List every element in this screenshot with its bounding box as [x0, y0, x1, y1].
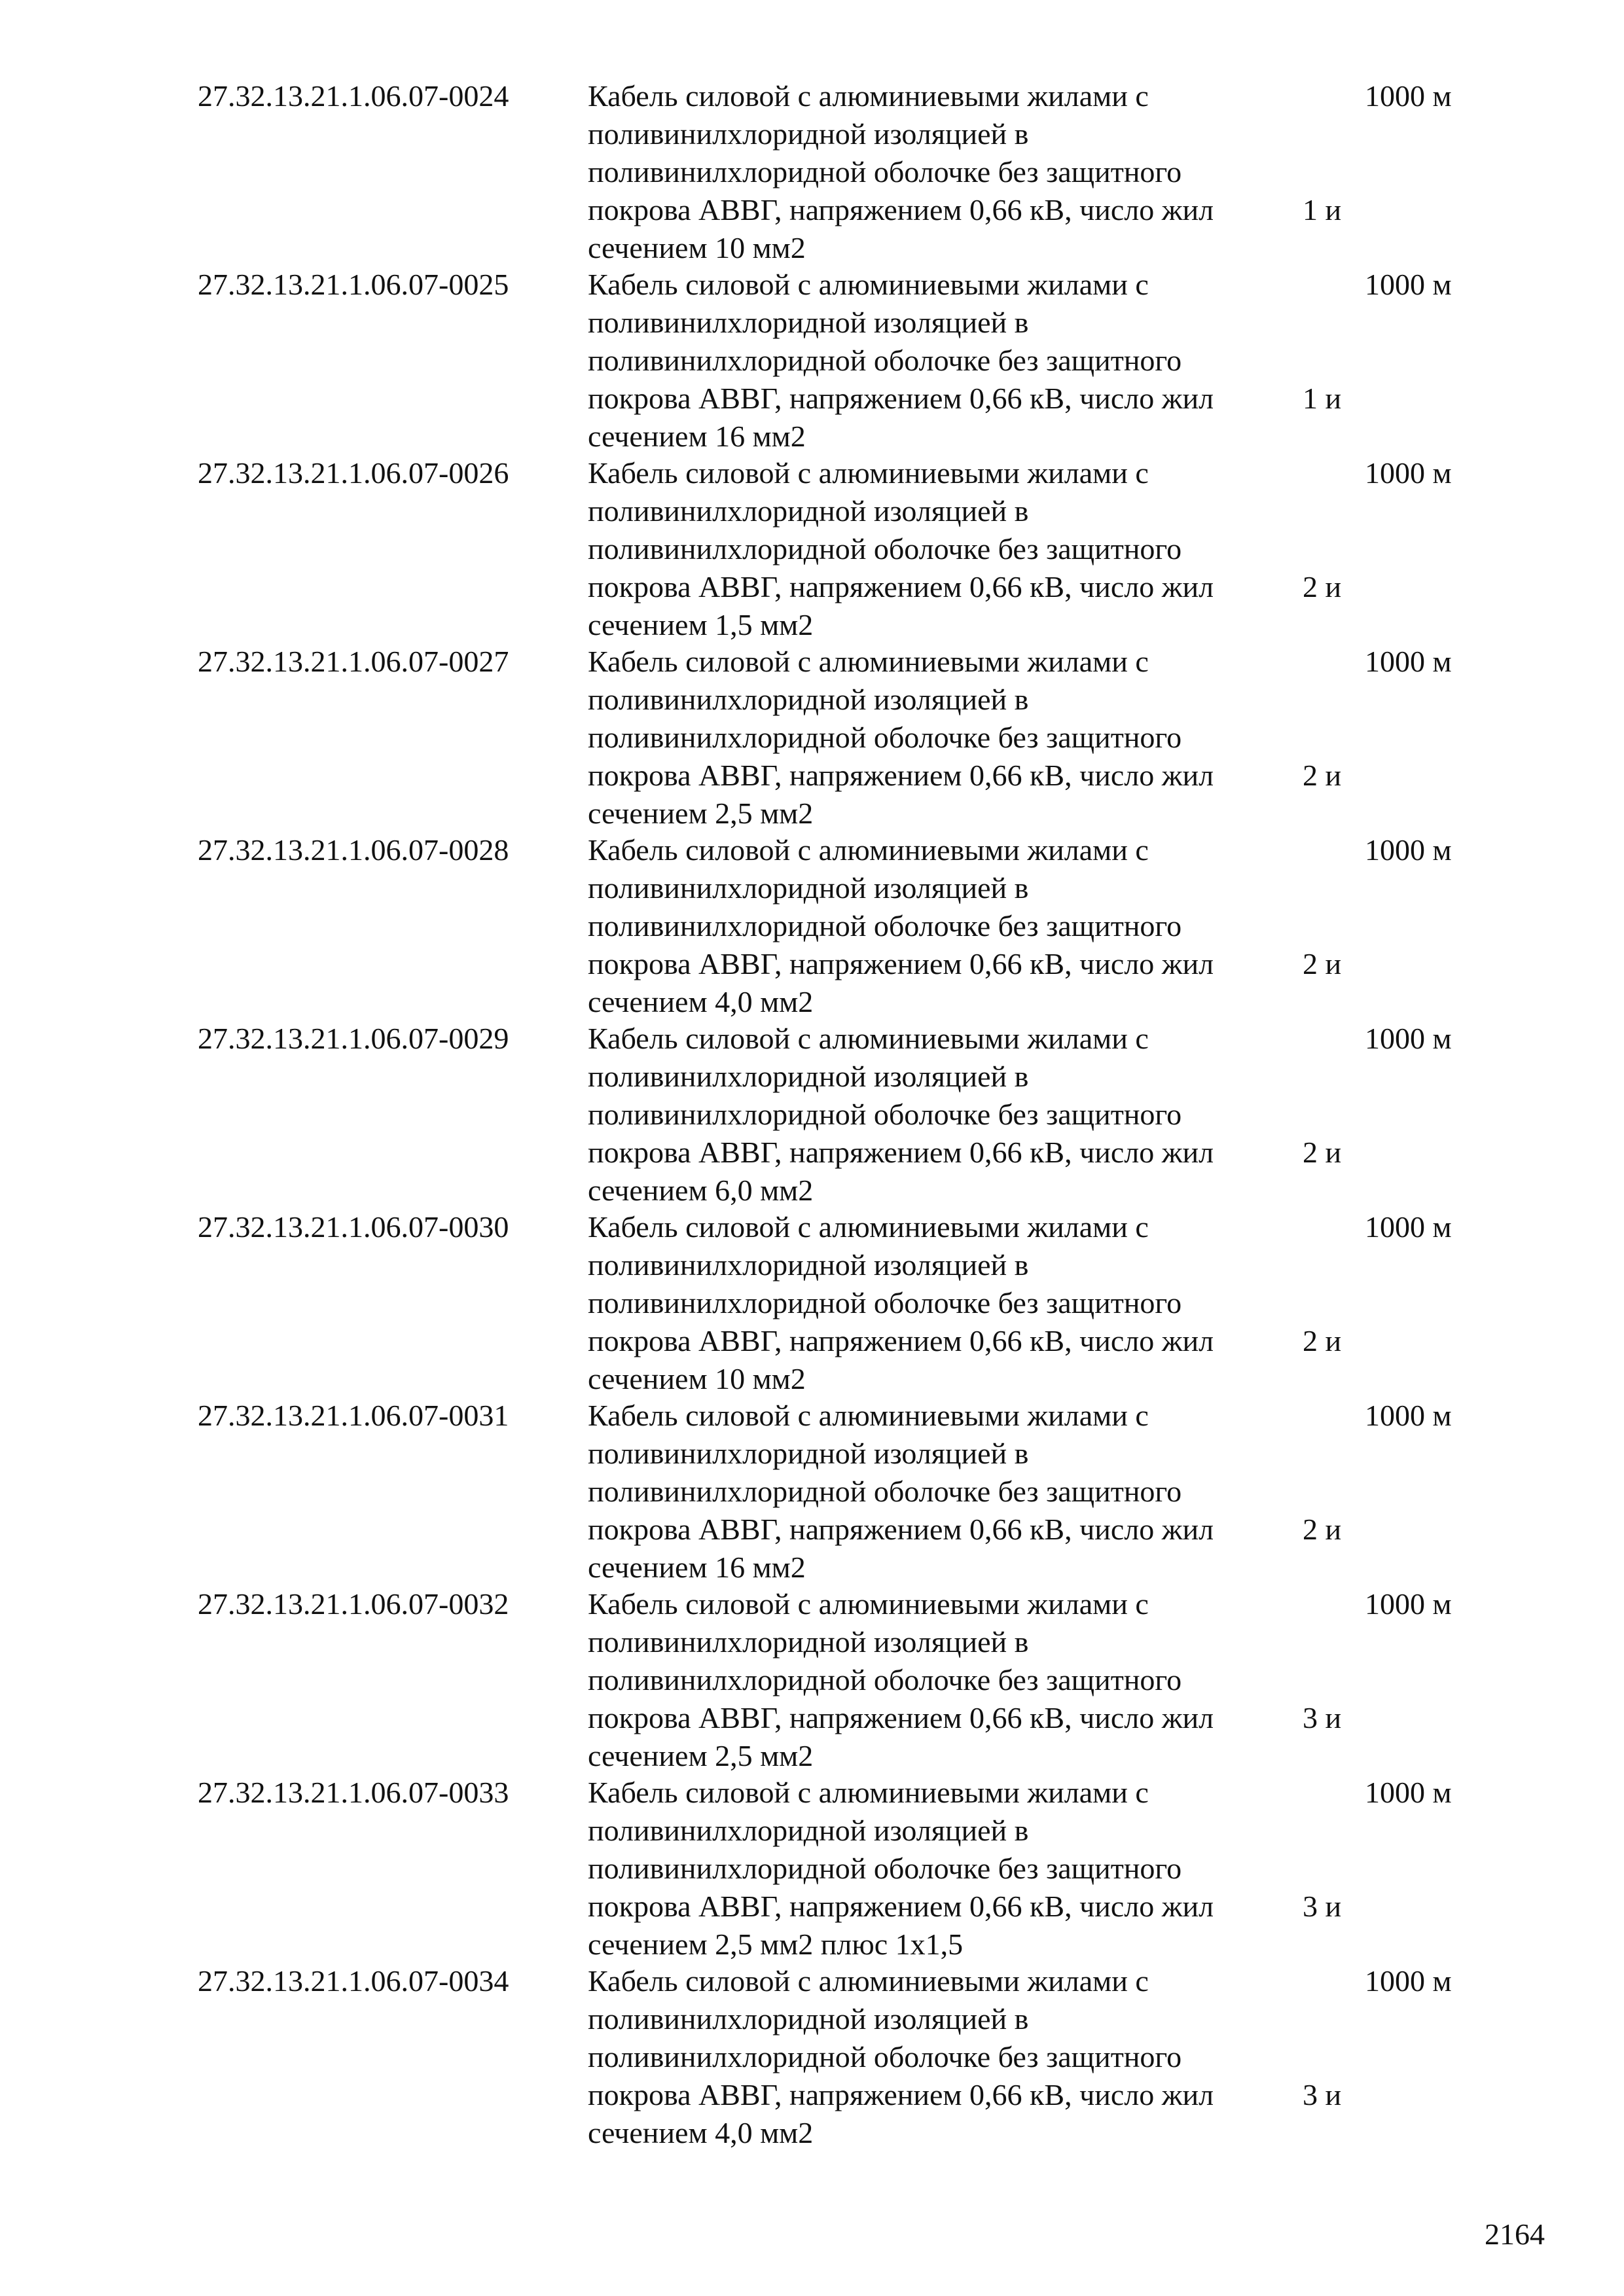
- description-line: Кабель силовой с алюминиевыми жилами с: [588, 456, 1149, 490]
- core-count: 3 и: [1303, 1701, 1342, 1734]
- core-count: 3 и: [1303, 2078, 1342, 2111]
- unit-of-measure: 1000 м: [1365, 268, 1452, 301]
- resource-code: 27.32.13.21.1.06.07-0029: [198, 1022, 509, 1055]
- catalog-entry: [0, 643, 1624, 831]
- description-line: покрова АВВГ, напряжением 0,66 кВ, число жил: [588, 382, 1214, 415]
- resource-description: [588, 266, 1341, 456]
- description-line: поливинилхлоридной оболочке без защитного: [588, 721, 1182, 754]
- resource-description: [588, 77, 1341, 267]
- description-line: сечением 10 мм2: [588, 1362, 806, 1395]
- catalog-entry: [0, 266, 1624, 454]
- description-line: поливинилхлоридной изоляцией в: [588, 306, 1029, 339]
- description-line: поливинилхлоридной оболочке без защитного: [588, 532, 1182, 565]
- catalog-entry: [0, 1208, 1624, 1397]
- description-line: покрова АВВГ, напряжением 0,66 кВ, число жил: [588, 1513, 1214, 1546]
- description-line: Кабель силовой с алюминиевыми жилами с: [588, 1210, 1149, 1244]
- unit-of-measure: 1000 м: [1365, 1022, 1452, 1055]
- catalog-entry: [0, 1962, 1624, 2151]
- description-line: Кабель силовой с алюминиевыми жилами с: [588, 1964, 1149, 1998]
- description-line: покрова АВВГ, напряжением 0,66 кВ, число жил: [588, 1890, 1214, 1923]
- description-line: сечением 4,0 мм2: [588, 2116, 814, 2149]
- unit-of-measure: 1000 м: [1365, 833, 1452, 867]
- description-line: сечением 16 мм2: [588, 1551, 806, 1584]
- resource-description: [588, 454, 1341, 644]
- resource-description: [588, 1774, 1341, 1964]
- resource-code: 27.32.13.21.1.06.07-0024: [198, 79, 509, 113]
- unit-of-measure: 1000 м: [1365, 1399, 1452, 1432]
- catalog-entry: [0, 454, 1624, 643]
- core-count: 2 и: [1303, 1513, 1342, 1546]
- description-line: поливинилхлоридной оболочке без защитного: [588, 909, 1182, 942]
- description-line: поливинилхлоридной изоляцией в: [588, 1625, 1029, 1659]
- description-line: поливинилхлоридной изоляцией в: [588, 1060, 1029, 1093]
- description-line: поливинилхлоридной оболочке без защитного: [588, 344, 1182, 377]
- description-line: поливинилхлоридной изоляцией в: [588, 1814, 1029, 1847]
- description-line: сечением 10 мм2: [588, 231, 806, 264]
- core-count: 1 и: [1303, 193, 1342, 226]
- resource-code: 27.32.13.21.1.06.07-0031: [198, 1399, 509, 1432]
- description-line: поливинилхлоридной изоляцией в: [588, 117, 1029, 151]
- core-count: 3 и: [1303, 1890, 1342, 1923]
- resource-code: 27.32.13.21.1.06.07-0033: [198, 1776, 509, 1809]
- description-line: Кабель силовой с алюминиевыми жилами с: [588, 1587, 1149, 1621]
- resource-description: [588, 643, 1341, 833]
- resource-code: 27.32.13.21.1.06.07-0030: [198, 1210, 509, 1244]
- description-line: поливинилхлоридной изоляцией в: [588, 494, 1029, 528]
- description-line: сечением 2,5 мм2: [588, 797, 814, 830]
- description-line: поливинилхлоридной оболочке без защитного: [588, 1286, 1182, 1319]
- unit-of-measure: 1000 м: [1365, 1776, 1452, 1809]
- resource-description: [588, 1208, 1341, 1398]
- description-line: покрова АВВГ, напряжением 0,66 кВ, число жил: [588, 947, 1214, 980]
- description-line: покрова АВВГ, напряжением 0,66 кВ, число жил: [588, 1324, 1214, 1357]
- description-line: поливинилхлоридной оболочке без защитного: [588, 1852, 1182, 1885]
- description-line: сечением 1,5 мм2: [588, 608, 814, 641]
- description-line: Кабель силовой с алюминиевыми жилами с: [588, 645, 1149, 678]
- resource-description: [588, 1397, 1341, 1587]
- core-count: 2 и: [1303, 570, 1342, 603]
- unit-of-measure: 1000 м: [1365, 645, 1452, 678]
- catalog-entry: [0, 77, 1624, 266]
- resource-code: 27.32.13.21.1.06.07-0032: [198, 1587, 509, 1621]
- resource-code: 27.32.13.21.1.06.07-0027: [198, 645, 509, 678]
- description-line: покрова АВВГ, напряжением 0,66 кВ, число жил: [588, 759, 1214, 792]
- description-line: поливинилхлоридной оболочке без защитного: [588, 1475, 1182, 1508]
- description-line: поливинилхлоридной оболочке без защитного: [588, 1663, 1182, 1696]
- description-line: покрова АВВГ, напряжением 0,66 кВ, число жил: [588, 1136, 1214, 1169]
- unit-of-measure: 1000 м: [1365, 1210, 1452, 1244]
- resource-description: [588, 1020, 1341, 1210]
- description-line: покрова АВВГ, напряжением 0,66 кВ, число жил: [588, 193, 1214, 226]
- description-line: Кабель силовой с алюминиевыми жилами с: [588, 268, 1149, 301]
- description-line: Кабель силовой с алюминиевыми жилами с: [588, 79, 1149, 113]
- description-line: поливинилхлоридной изоляцией в: [588, 871, 1029, 905]
- resource-description: [588, 1585, 1341, 1775]
- description-line: Кабель силовой с алюминиевыми жилами с: [588, 833, 1149, 867]
- core-count: 1 и: [1303, 382, 1342, 415]
- description-line: Кабель силовой с алюминиевыми жилами с: [588, 1776, 1149, 1809]
- resource-code: 27.32.13.21.1.06.07-0025: [198, 268, 509, 301]
- resource-description: [588, 1962, 1341, 2152]
- description-line: поливинилхлоридной изоляцией в: [588, 683, 1029, 716]
- description-line: сечением 6,0 мм2: [588, 1174, 814, 1207]
- unit-of-measure: 1000 м: [1365, 456, 1452, 490]
- description-line: поливинилхлоридной изоляцией в: [588, 1437, 1029, 1470]
- description-line: покрова АВВГ, напряжением 0,66 кВ, число жил: [588, 2078, 1214, 2111]
- description-line: Кабель силовой с алюминиевыми жилами с: [588, 1022, 1149, 1055]
- core-count: 2 и: [1303, 759, 1342, 792]
- description-line: сечением 2,5 мм2: [588, 1739, 814, 1772]
- core-count: 2 и: [1303, 947, 1342, 980]
- description-line: поливинилхлоридной оболочке без защитного: [588, 2040, 1182, 2073]
- resource-code: 27.32.13.21.1.06.07-0028: [198, 833, 509, 867]
- catalog-entry: [0, 1774, 1624, 1962]
- description-line: сечением 4,0 мм2: [588, 985, 814, 1018]
- unit-of-measure: 1000 м: [1365, 1964, 1452, 1998]
- unit-of-measure: 1000 м: [1365, 1587, 1452, 1621]
- catalog-entry: [0, 831, 1624, 1020]
- resource-catalog-list: [0, 77, 1624, 2151]
- page-number: 2164: [1485, 2217, 1545, 2251]
- description-line: поливинилхлоридной оболочке без защитного: [588, 155, 1182, 188]
- core-count: 2 и: [1303, 1324, 1342, 1357]
- core-count: 2 и: [1303, 1136, 1342, 1169]
- description-line: сечением 16 мм2: [588, 420, 806, 453]
- catalog-entry: [0, 1020, 1624, 1208]
- description-line: поливинилхлоридной изоляцией в: [588, 2002, 1029, 2036]
- description-line: поливинилхлоридной оболочке без защитного: [588, 1098, 1182, 1131]
- description-line: покрова АВВГ, напряжением 0,66 кВ, число жил: [588, 1701, 1214, 1734]
- unit-of-measure: 1000 м: [1365, 79, 1452, 113]
- description-line: поливинилхлоридной изоляцией в: [588, 1248, 1029, 1282]
- catalog-entry: [0, 1585, 1624, 1774]
- resource-code: 27.32.13.21.1.06.07-0026: [198, 456, 509, 490]
- catalog-entry: [0, 1397, 1624, 1585]
- resource-description: [588, 831, 1341, 1021]
- resource-code: 27.32.13.21.1.06.07-0034: [198, 1964, 509, 1998]
- description-line: покрова АВВГ, напряжением 0,66 кВ, число жил: [588, 570, 1214, 603]
- description-line: сечением 2,5 мм2 плюс 1х1,5: [588, 1928, 964, 1961]
- description-line: Кабель силовой с алюминиевыми жилами с: [588, 1399, 1149, 1432]
